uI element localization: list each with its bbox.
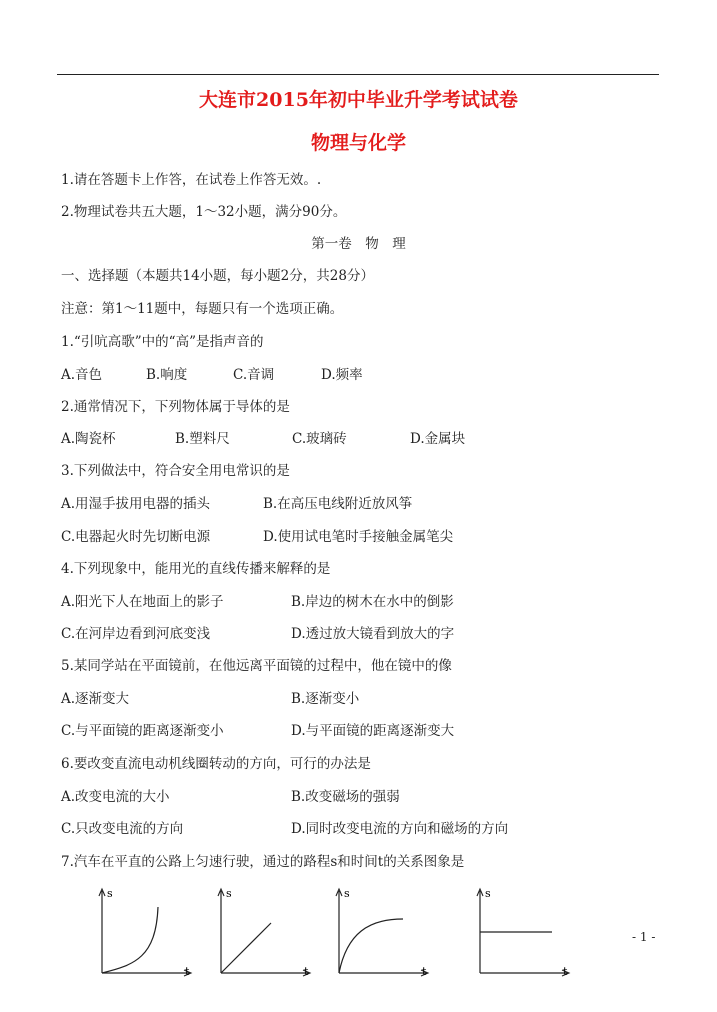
graph-c-x-label: t — [422, 965, 427, 978]
exam-title: 大连市2015年初中毕业升学考试试卷 — [199, 89, 518, 111]
graph-a-y-label: s — [107, 887, 113, 900]
graph-b-y-label: s — [226, 887, 232, 900]
question-4-option-c: C.在河岸边看到河底变浅 — [61, 626, 211, 642]
question-6-option-d: D.同时改变电流的方向和磁场的方向 — [291, 821, 509, 837]
question-6-option-c: C.只改变电流的方向 — [61, 821, 184, 837]
graph-d-y-label: s — [485, 887, 491, 900]
question-2-option-a: A.陶瓷杯 — [61, 431, 116, 447]
question-1-stem: 1.“引吭高歌”中的“高”是指声音的 — [61, 334, 264, 350]
note-1: 1.请在答题卡上作答，在试卷上作答无效。. — [61, 172, 322, 188]
question-3-option-a: A.用湿手拔用电器的插头 — [61, 496, 211, 512]
question-7-stem: 7.汽车在平直的公路上匀速行驶，通过的路程s和时间t的关系图象是 — [61, 854, 465, 870]
graph-a — [90, 885, 200, 980]
question-3-option-d: D.使用试电笔时手接触金属笔尖 — [263, 529, 454, 545]
graph-a-x-label: t — [185, 965, 190, 978]
section-heading: 一、选择题（本题共14小题，每小题2分，共28分） — [61, 268, 374, 284]
exam-subtitle: 物理与化学 — [310, 132, 406, 154]
note-2: 2.物理试卷共五大题，1～32小题，满分90分。 — [61, 204, 347, 220]
question-4-stem: 4.下列现象中，能用光的直线传播来解释的是 — [61, 561, 331, 577]
question-2-option-b: B.塑料尺 — [175, 431, 230, 447]
question-5-option-b: B.逐渐变小 — [291, 691, 360, 707]
graph-b-line — [221, 923, 271, 973]
question-3-option-c: C.电器起火时先切断电源 — [61, 529, 211, 545]
question-1-option-d: D.频率 — [321, 367, 363, 383]
question-2-stem: 2.通常情况下，下列物体属于导体的是 — [61, 399, 290, 415]
question-5-option-a: A.逐渐变大 — [61, 691, 130, 707]
graph-c — [327, 885, 437, 980]
question-1-option-a: A.音色 — [61, 367, 103, 383]
graph-d — [468, 885, 578, 980]
question-1-option-b: B.响度 — [146, 367, 188, 383]
graph-c-y-label: s — [344, 887, 350, 900]
question-5-stem: 5.某同学站在平面镜前，在他远离平面镜的过程中，他在镜中的像 — [61, 658, 452, 674]
question-5-option-c: C.与平面镜的距离逐渐变小 — [61, 723, 224, 739]
question-1-option-c: C.音调 — [233, 367, 275, 383]
question-2-option-d: D.金属块 — [410, 431, 466, 447]
question-3-stem: 3.下列做法中，符合安全用电常识的是 — [61, 463, 290, 479]
graph-b — [209, 885, 319, 980]
graph-d-x-label: t — [563, 965, 568, 978]
question-5-option-d: D.与平面镜的距离逐渐变大 — [291, 723, 455, 739]
graph-a-curve — [102, 907, 158, 973]
question-6-option-a: A.改变电流的大小 — [61, 789, 170, 805]
part-title: 第一卷 物 理 — [311, 236, 406, 252]
header-rule — [57, 74, 659, 75]
question-6-option-b: B.改变磁场的强弱 — [291, 789, 400, 805]
question-6-stem: 6.要改变直流电动机线圈转动的方向，可行的办法是 — [61, 756, 371, 772]
question-3-option-b: B.在高压电线附近放风筝 — [263, 496, 413, 512]
graph-b-x-label: t — [304, 965, 309, 978]
question-4-option-d: D.透过放大镜看到放大的字 — [291, 626, 455, 642]
question-2-option-c: C.玻璃砖 — [292, 431, 347, 447]
question-4-option-a: A.阳光下人在地面上的影子 — [61, 594, 224, 610]
question-4-option-b: B.岸边的树木在水中的倒影 — [291, 594, 454, 610]
page-number: - 1 - — [632, 930, 656, 944]
graph-c-curve — [339, 919, 403, 973]
section-notice: 注意：第1～11题中，每题只有一个选项正确。 — [61, 301, 344, 317]
